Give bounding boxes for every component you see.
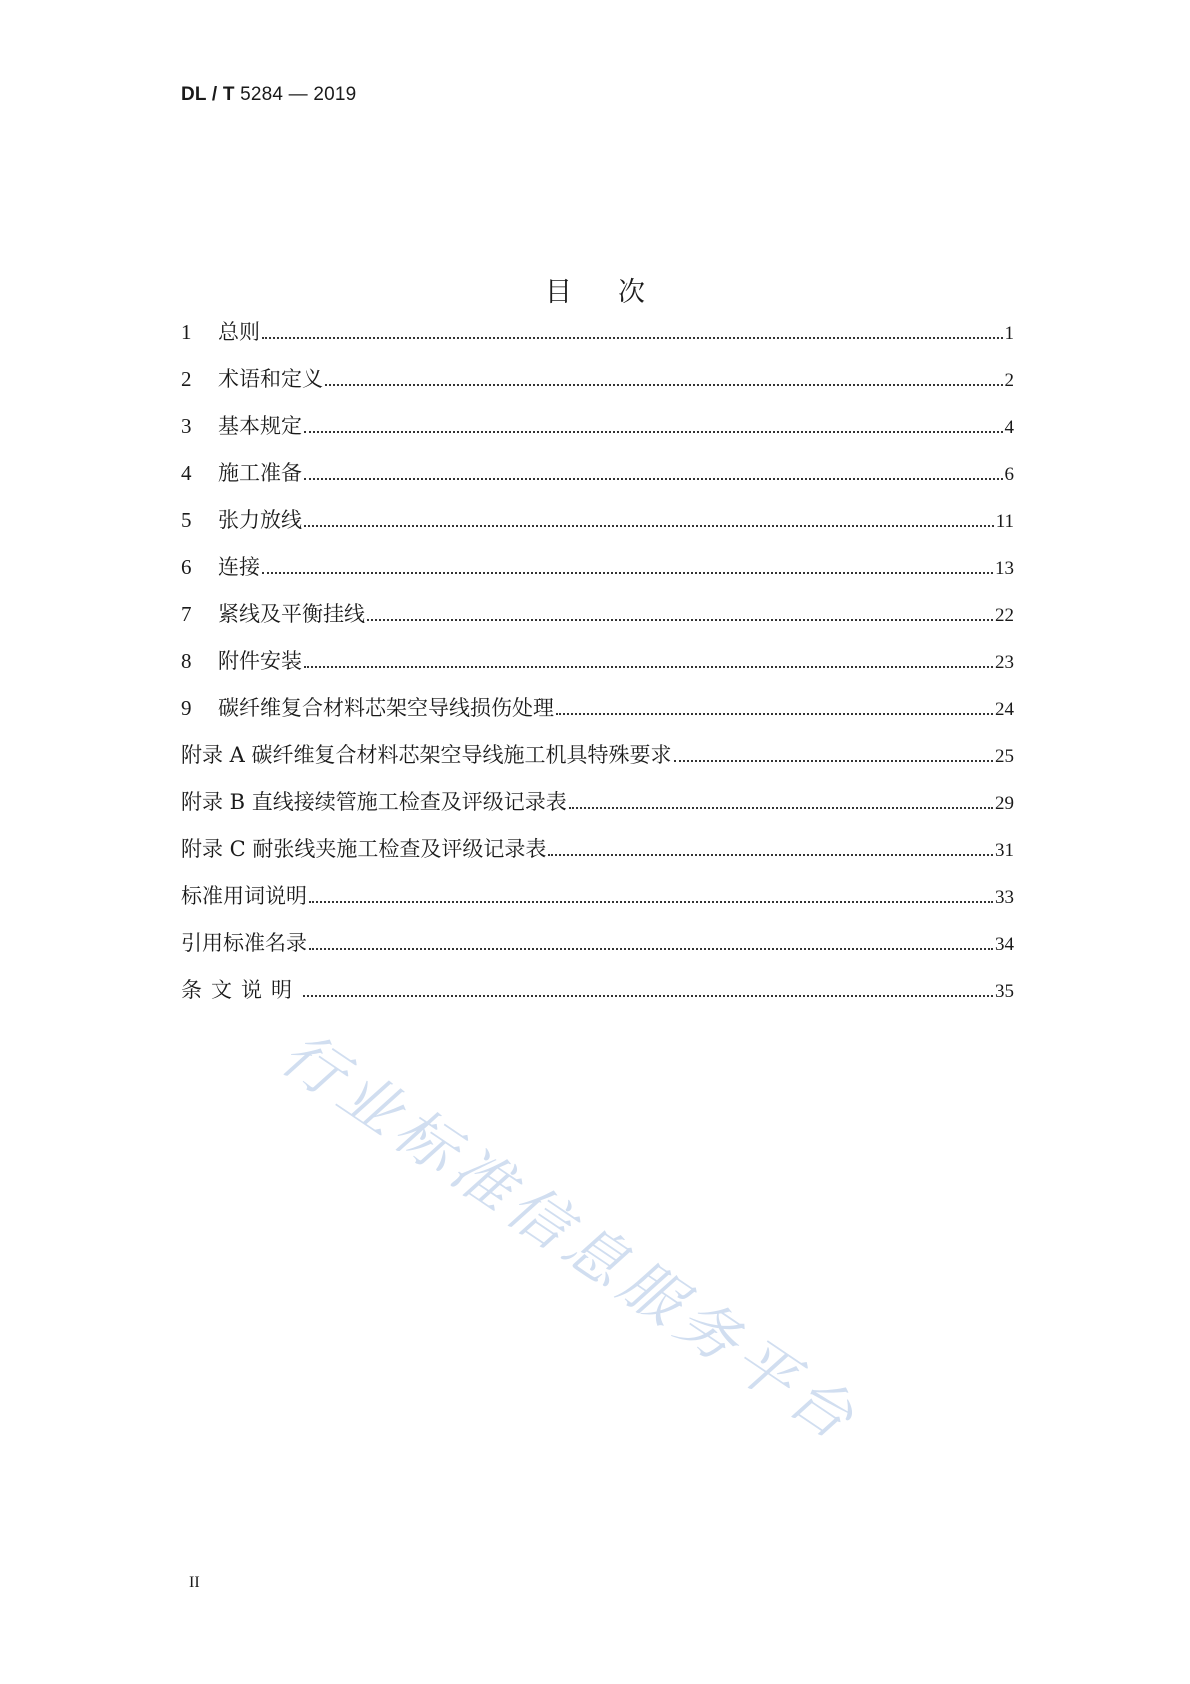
toc-dot-leader <box>309 948 993 950</box>
toc-dot-leader <box>262 572 993 574</box>
toc-entry-page: 23 <box>995 652 1014 673</box>
toc-dot-leader <box>304 525 994 527</box>
toc-entry-number: 2 <box>181 367 192 391</box>
toc-entry[interactable] <box>181 356 1014 403</box>
toc-entry-number: 7 <box>181 602 192 626</box>
toc-entry-page: 11 <box>995 511 1014 532</box>
standard-code-header <box>181 84 356 106</box>
toc-entry-page: 22 <box>995 605 1014 626</box>
toc-entry-page: 34 <box>995 934 1014 955</box>
toc-entry-title: 连接 <box>218 555 260 579</box>
toc-dot-leader <box>304 666 993 668</box>
toc-entry-title: 条文说明 <box>181 978 301 1002</box>
toc-entry-number: 8 <box>181 649 192 673</box>
toc-entry[interactable] <box>181 403 1014 450</box>
toc-entry[interactable] <box>181 309 1014 356</box>
toc-entry-page: 6 <box>1004 464 1014 485</box>
toc-entry-title: 附件安装 <box>218 649 302 673</box>
toc-entry[interactable] <box>181 967 1014 1014</box>
toc-entry[interactable] <box>181 544 1014 591</box>
toc-dot-leader <box>262 337 1003 339</box>
toc-entry[interactable] <box>181 497 1014 544</box>
toc-entry-number: 4 <box>181 461 192 485</box>
toc-entry-title: 标准用词说明 <box>181 884 307 908</box>
toc-dot-leader <box>674 760 993 762</box>
toc-entry-page: 25 <box>995 746 1014 767</box>
toc-entry-title: 附录 B 直线接续管施工检查及评级记录表 <box>181 790 567 814</box>
toc-entry-title: 附录 C 耐张线夹施工检查及评级记录表 <box>181 837 547 861</box>
toc-entry-number: 6 <box>181 555 192 579</box>
toc-entry-title: 张力放线 <box>218 508 302 532</box>
page-number: II <box>189 1574 200 1591</box>
toc-dot-leader <box>304 431 1003 433</box>
toc-dot-leader <box>367 619 993 621</box>
toc-entry-title: 基本规定 <box>218 414 302 438</box>
standard-code-number: 5284 — 2019 <box>234 84 357 105</box>
toc-entry-title: 引用标准名录 <box>181 931 307 955</box>
toc-entry[interactable] <box>181 920 1014 967</box>
toc-entry-title: 紧线及平衡挂线 <box>218 602 365 626</box>
toc-entry-page: 1 <box>1004 323 1014 344</box>
toc-dot-leader <box>303 995 993 997</box>
toc-entry-number: 9 <box>181 696 192 720</box>
toc-entry-number: 1 <box>181 320 192 344</box>
toc-entry-title: 碳纤维复合材料芯架空导线损伤处理 <box>218 696 554 720</box>
standard-code-prefix: DL / T <box>181 84 235 105</box>
toc-entry-title: 附录 A 碳纤维复合材料芯架空导线施工机具特殊要求 <box>181 743 672 767</box>
toc-list <box>181 309 1014 1014</box>
toc-entry-page: 33 <box>995 887 1014 908</box>
toc-dot-leader <box>304 478 1003 480</box>
toc-title: 目次 <box>545 277 691 308</box>
toc-dot-leader <box>325 384 1003 386</box>
toc-entry-page: 35 <box>995 981 1014 1002</box>
toc-entry-page: 4 <box>1004 417 1014 438</box>
toc-dot-leader <box>569 807 993 809</box>
toc-entry[interactable] <box>181 779 1014 826</box>
toc-dot-leader <box>548 854 993 856</box>
toc-dot-leader <box>556 713 993 715</box>
toc-entry-page: 2 <box>1004 370 1014 391</box>
toc-entry-page: 31 <box>995 840 1014 861</box>
toc-entry[interactable] <box>181 591 1014 638</box>
toc-entry-title: 总则 <box>218 320 260 344</box>
toc-entry-number: 3 <box>181 414 192 438</box>
toc-entry-title: 术语和定义 <box>218 367 323 391</box>
watermark-text: 行业标准信息服务平台 <box>268 1018 872 1458</box>
toc-entry-page: 13 <box>995 558 1014 579</box>
toc-entry[interactable] <box>181 685 1014 732</box>
toc-entry-title: 施工准备 <box>218 461 302 485</box>
toc-entry[interactable] <box>181 638 1014 685</box>
toc-entry[interactable] <box>181 826 1014 873</box>
toc-entry[interactable] <box>181 873 1014 920</box>
toc-entry[interactable] <box>181 450 1014 497</box>
toc-entry-page: 29 <box>995 793 1014 814</box>
toc-entry[interactable] <box>181 732 1014 779</box>
toc-entry-page: 24 <box>995 699 1014 720</box>
toc-entry-number: 5 <box>181 508 192 532</box>
toc-dot-leader <box>309 901 993 903</box>
